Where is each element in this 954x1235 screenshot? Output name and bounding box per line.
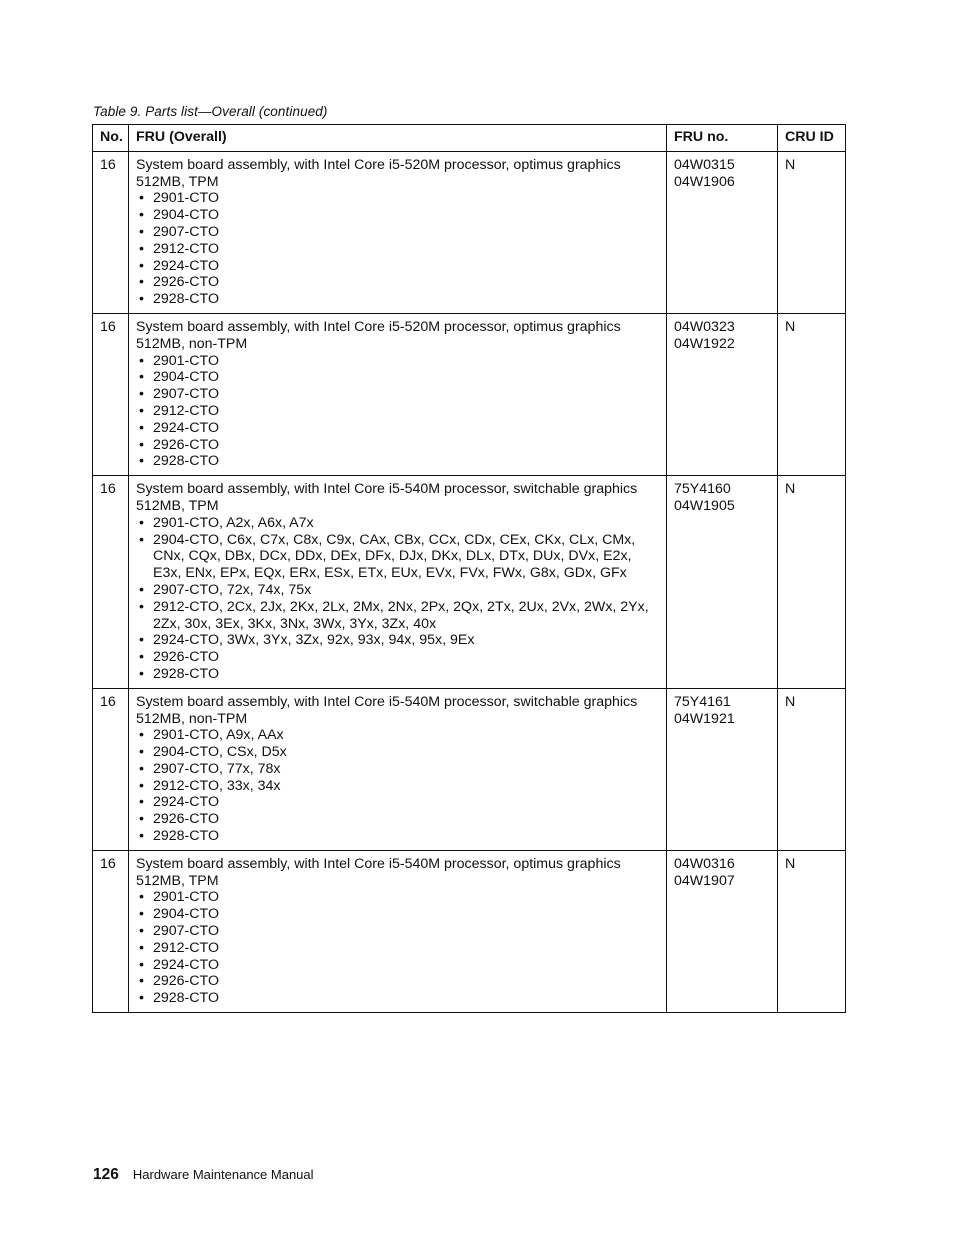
model-list-item: • 2924-CTO — [136, 957, 660, 974]
model-list-item: • 2901-CTO, A9x, AAx — [136, 727, 660, 744]
cell-cru-id: N — [778, 476, 846, 689]
cell-no: 16 — [93, 313, 129, 475]
fru-number: 04W0316 — [674, 855, 735, 872]
fru-description: System board assembly, with Intel Core i5-540M processor, switchable graphics 512MB, non-TPM — [136, 693, 638, 727]
cell-fru-overall — [129, 688, 667, 850]
model-list-item: • 2926-CTO — [136, 973, 660, 990]
table-body — [93, 151, 846, 1012]
model-list-item: • 2904-CTO — [136, 207, 660, 224]
model-list-item: • 2904-CTO, CSx, D5x — [136, 744, 660, 761]
model-list-item: • 2926-CTO — [136, 437, 660, 454]
model-list-item: • 2907-CTO — [136, 923, 660, 940]
model-list — [136, 353, 660, 471]
page-number: 126 — [93, 1166, 119, 1183]
model-list-item: • 2926-CTO — [136, 274, 660, 291]
model-list-item: • 2924-CTO — [136, 794, 660, 811]
header-fru-overall: FRU (Overall) — [129, 125, 667, 152]
model-list-item: • 2901-CTO, A2x, A6x, A7x — [136, 515, 660, 532]
cell-fru-overall — [129, 476, 667, 689]
model-list-item: • 2928-CTO — [136, 828, 660, 845]
model-list-item: • 2928-CTO — [136, 453, 660, 470]
model-list-item: • 2904-CTO — [136, 906, 660, 923]
table-row — [93, 476, 846, 689]
header-no: No. — [93, 125, 129, 152]
model-list — [136, 190, 660, 308]
fru-description: System board assembly, with Intel Core i5-540M processor, optimus graphics 512MB, TPM — [136, 855, 621, 889]
cell-fru-no — [667, 313, 778, 475]
model-list-item: • 2904-CTO — [136, 369, 660, 386]
model-list-item: • 2907-CTO — [136, 386, 660, 403]
model-list-item: • 2928-CTO — [136, 666, 660, 683]
cell-fru-overall — [129, 151, 667, 313]
model-list-item: • 2928-CTO — [136, 990, 660, 1007]
model-list-item: • 2928-CTO — [136, 291, 660, 308]
cell-fru-overall — [129, 313, 667, 475]
table-row — [93, 151, 846, 313]
fru-description: System board assembly, with Intel Core i5-540M processor, switchable graphics 512MB, TPM — [136, 481, 638, 514]
table-row — [93, 688, 846, 850]
model-list-item: • 2924-CTO, 3Wx, 3Yx, 3Zx, 92x, 93x, 94x, 95x, 9Ex — [136, 632, 660, 649]
fru-number: 04W0323 — [674, 318, 735, 335]
cell-fru-no — [667, 151, 778, 313]
header-row — [93, 125, 846, 152]
fru-number: 04W1921 — [674, 710, 735, 727]
model-list-item: • 2924-CTO — [136, 420, 660, 437]
model-list-item: • 2912-CTO, 33x, 34x — [136, 778, 660, 795]
table-caption: Table 9. Parts list—Overall (continued) — [93, 104, 328, 119]
model-list-item: • 2907-CTO, 77x, 78x — [136, 761, 660, 778]
fru-number: 04W0315 — [674, 156, 735, 173]
fru-number: 04W1906 — [674, 173, 735, 190]
cell-cru-id: N — [778, 850, 846, 1012]
model-list-item: • 2924-CTO — [136, 258, 660, 275]
model-list-item: • 2901-CTO — [136, 353, 660, 370]
model-list-item: • 2901-CTO — [136, 889, 660, 906]
table-row — [93, 313, 846, 475]
model-list-item: • 2912-CTO, 2Cx, 2Jx, 2Kx, 2Lx, 2Mx, 2Nx, 2Px, 2Qx, 2Tx, 2Ux, 2Vx, 2Wx, 2Yx, 2Zx, 30x, 3Ex, 3Kx, 3Nx, 3Wx, 3Yx, 3Zx, 40x — [136, 599, 660, 633]
cell-fru-overall — [129, 850, 667, 1012]
model-list-item: • 2912-CTO — [136, 940, 660, 957]
model-list-item: • 2926-CTO — [136, 811, 660, 828]
model-list-item: • 2901-CTO — [136, 190, 660, 207]
cell-no: 16 — [93, 151, 129, 313]
parts-table — [92, 124, 846, 1013]
header-fru-no: FRU no. — [667, 125, 778, 152]
cell-fru-no — [667, 850, 778, 1012]
model-list-item: • 2907-CTO — [136, 224, 660, 241]
fru-number: 75Y4161 — [674, 693, 731, 710]
fru-description: System board assembly, with Intel Core i5-520M processor, optimus graphics 512MB, non-TPM — [136, 318, 621, 352]
model-list-item: • 2907-CTO, 72x, 74x, 75x — [136, 582, 660, 599]
cell-no: 16 — [93, 476, 129, 689]
fru-number: 75Y4160 — [674, 481, 731, 498]
cell-fru-no — [667, 476, 778, 689]
model-list — [136, 727, 660, 845]
model-list — [136, 515, 660, 683]
fru-description: System board assembly, with Intel Core i5-520M processor, optimus graphics 512MB, TPM — [136, 156, 621, 190]
cell-no: 16 — [93, 688, 129, 850]
cell-fru-no — [667, 688, 778, 850]
model-list-item: • 2912-CTO — [136, 403, 660, 420]
model-list-item: • 2912-CTO — [136, 241, 660, 258]
cell-cru-id: N — [778, 151, 846, 313]
fru-number: 04W1922 — [674, 335, 735, 352]
header-cru-id: CRU ID — [778, 125, 846, 152]
model-list — [136, 889, 660, 1007]
model-list-item: • 2904-CTO, C6x, C7x, C8x, C9x, CAx, CBx, CCx, CDx, CEx, CKx, CLx, CMx, CNx, CQx, DBx, DCx, DDx, DEx, DFx, DJx, DKx, DLx, DTx, DUx, DVx, E2x, E3x, ENx, EPx, EQx, ERx, ESx, ETx, EUx, EVx, FVx, FWx, G8x, GDx, GFx — [136, 532, 660, 582]
fru-number: 04W1907 — [674, 872, 735, 889]
manual-title: Hardware Maintenance Manual — [132, 1167, 314, 1182]
page-footer — [93, 1166, 314, 1184]
cell-cru-id: N — [778, 313, 846, 475]
model-list-item: • 2926-CTO — [136, 649, 660, 666]
fru-number: 04W1905 — [674, 497, 735, 514]
table-row — [93, 850, 846, 1012]
table-header — [93, 125, 846, 152]
cell-cru-id: N — [778, 688, 846, 850]
cell-no: 16 — [93, 850, 129, 1012]
